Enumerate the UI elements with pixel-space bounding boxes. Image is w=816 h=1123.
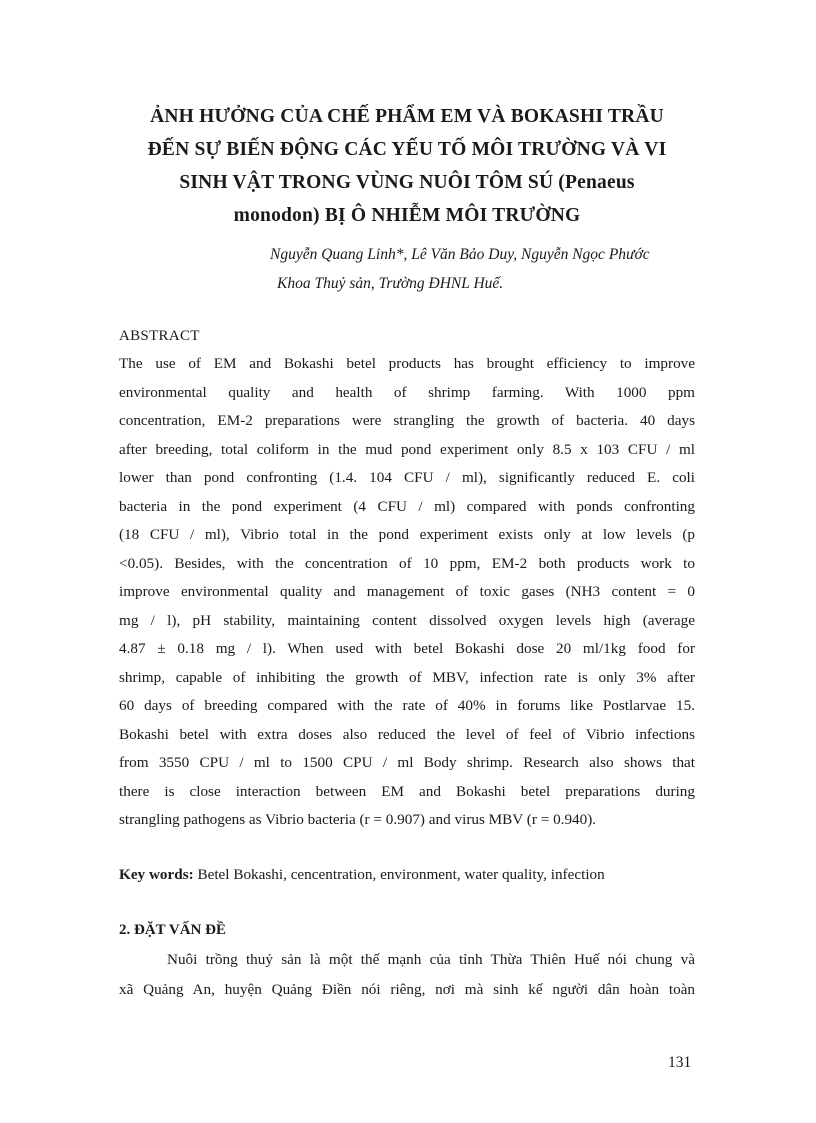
abstract-line: 60 days of breeding compared with the rate of 40% in forums like Postlarvae 15. xyxy=(119,697,695,714)
abstract-body xyxy=(119,350,695,835)
title-line: ẢNH HƯỞNG CỦA CHẾ PHẨM EM VÀ BOKASHI TRẦU xyxy=(150,106,664,127)
author-list: Nguyễn Quang Linh*, Lê Văn Bảo Duy, Nguyễn Ngọc Phước xyxy=(270,246,650,263)
keywords-label: Key words: xyxy=(119,866,194,883)
keywords-line xyxy=(119,861,699,889)
abstract-line: lower than pond confronting (1.4. 104 CFU / ml), significantly reduced E. coli xyxy=(119,469,695,486)
title-line: SINH VẬT TRONG VÙNG NUÔI TÔM SÚ (Penaeus xyxy=(179,172,635,193)
body-paragraph xyxy=(119,945,695,1005)
abstract-line: improve environmental quality and management of toxic gases (NH3 content = 0 xyxy=(119,583,695,600)
abstract-heading: ABSTRACT xyxy=(119,328,200,344)
abstract-line: from 3550 CPU / ml to 1500 CPU / ml Body shrimp. Research also shows that xyxy=(119,754,695,771)
abstract-line: bacteria in the pond experiment (4 CFU / ml) compared with ponds confronting xyxy=(119,497,695,515)
abstract-line: environmental quality and health of shrimp farming. With 1000 ppm xyxy=(119,383,695,401)
abstract-line: <0.05). Besides, with the concentration of 10 ppm, EM-2 both products work to xyxy=(119,554,695,572)
abstract-line: there is close interaction between EM and Bokashi betel preparations during xyxy=(119,782,695,800)
abstract-line: strangling pathogens as Vibrio bacteria (r = 0.907) and virus MBV (r = 0.940). xyxy=(119,811,597,828)
abstract-line: concentration, EM-2 preparations were strangling the growth of bacteria. 40 days xyxy=(119,412,695,429)
title-line: monodon) BỊ Ô NHIỄM MÔI TRƯỜNG xyxy=(233,205,581,226)
abstract-line: 4.87 ± 0.18 mg / l). When used with betel Bokashi dose 20 ml/1kg food for xyxy=(119,640,695,657)
abstract-line: shrimp, capable of inhibiting the growth of MBV, infection rate is only 3% after xyxy=(119,668,695,686)
keywords-text: Betel Bokashi, cencentration, environment, water quality, infection xyxy=(193,866,605,883)
body-line: xã Quảng An, huyện Quảng Điền nói riêng, nơi mà sinh kế người dân hoàn toàn xyxy=(119,981,695,998)
abstract-line: (18 CFU / ml), Vibrio total in the pond experiment exists only at low levels (p xyxy=(119,526,695,543)
paper-title xyxy=(118,100,696,232)
section-heading: 2. ĐẶT VẤN ĐỀ xyxy=(119,922,226,938)
abstract-line: mg / l), pH stability, maintaining content dissolved oxygen levels high (average xyxy=(119,611,695,629)
abstract-line: Bokashi betel with extra doses also reduced the level of feel of Vibrio infections xyxy=(119,725,695,743)
title-line: ĐẾN SỰ BIẾN ĐỘNG CÁC YẾU TỐ MÔI TRƯỜNG VÀ VI xyxy=(147,139,667,160)
abstract-line: The use of EM and Bokashi betel products has brought efficiency to improve xyxy=(119,355,695,372)
affiliation: Khoa Thuỷ sản, Trường ĐHNL Huế. xyxy=(277,275,504,292)
page-number: 131 xyxy=(668,1054,692,1071)
author-block xyxy=(270,240,710,298)
body-line: Nuôi trồng thuỷ sản là một thế mạnh của tỉnh Thừa Thiên Huế nói chung và xyxy=(167,951,695,968)
abstract-line: after breeding, total coliform in the mud pond experiment only 8.5 x 103 CFU / ml xyxy=(119,440,695,458)
